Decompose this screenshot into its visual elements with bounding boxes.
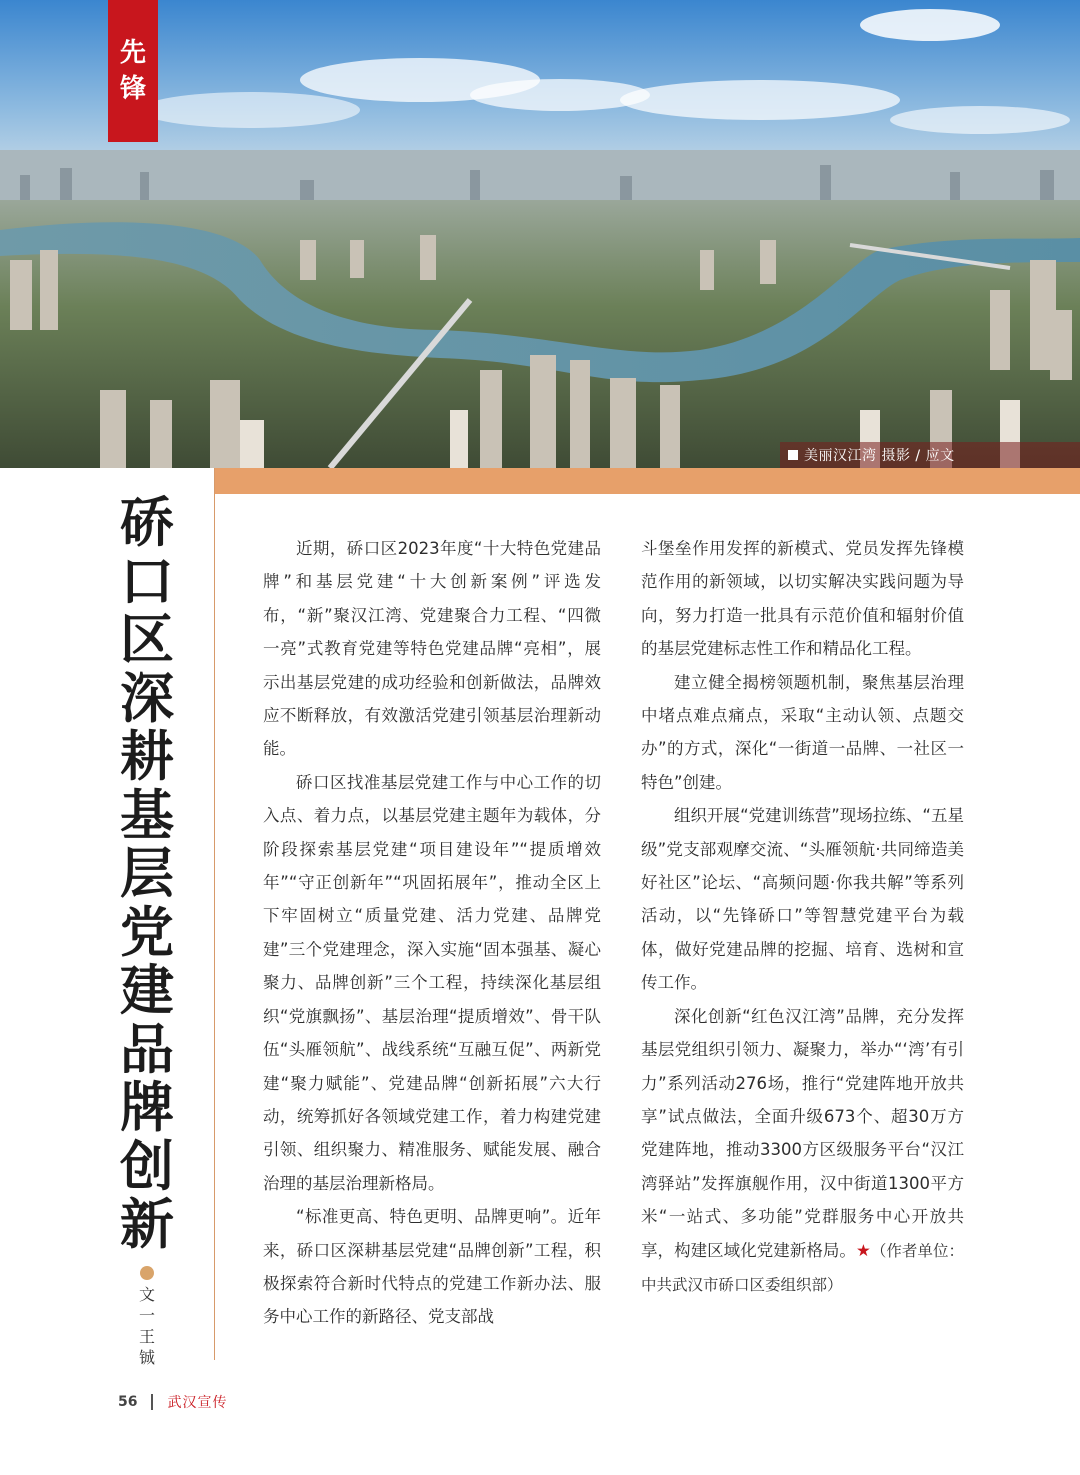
section-badge: [108, 0, 158, 142]
footer-separator: [151, 1394, 153, 1410]
title-char: 牌: [120, 1076, 174, 1139]
paragraph-text: 深化创新“红色汉江湾”品牌，充分发挥基层党组织引领力、凝聚力，举办“‘湾’有引力”系列活动276场，推行“党建阵地开放共享”试点做法，全面升级673个、超30万方党建阵地，推动3300方区级服务平台“汉江湾驿站”发挥旗舰作用，汉中街道1300平方米“一站式、多功能”党群服务中心开放共享，构建区域化党建新格局。: [641, 1006, 964, 1260]
body-column-right: [641, 532, 964, 1302]
hero-photo: [0, 0, 1080, 468]
byline-char: 铖: [138, 1348, 155, 1367]
byline-char: 一: [138, 1306, 155, 1325]
title-char: 区: [120, 608, 174, 671]
title-char: 层: [120, 842, 174, 905]
title-char: 创: [120, 1134, 174, 1198]
title-char: 深: [120, 666, 174, 730]
title-char: 硚: [120, 491, 174, 554]
page-number: 56: [118, 1394, 138, 1410]
photo-caption-text: 美丽汉江湾 摄影 / 应文: [804, 448, 955, 464]
dot-icon: [140, 1266, 154, 1280]
paragraph: 建立健全揭榜领题机制，聚焦基层治理中堵点难点痛点，采取“主动认领、点题交办”的方式，深化“一街道一品牌、一社区一特色”创建。: [641, 672, 964, 792]
paragraph: 近期，硚口区2023年度“十大特色党建品牌”和基层党建“十大创新案例”评选发布，“新”聚汉江湾、党建聚合力工程、“四微一亮”式教育党建等特色党建品牌“亮相”，展示出基层党建的成功经验和创新做法，品牌效应不断释放，有效激活党建引领基层治理新动能。: [263, 539, 601, 759]
paragraph: “标准更高、特色更明、品牌更响”。近年来，硚口区深耕基层党建“品牌创新”工程，积极探索符合新时代特点的党建工作新办法、服务中心工作的新路径、党支部战: [263, 1207, 601, 1327]
star-icon: ★: [855, 1240, 871, 1260]
square-bullet-icon: [788, 450, 798, 460]
author-note: （作者单位：中共武汉市硚口区委组织部）: [641, 1241, 965, 1294]
article-title: [112, 491, 182, 1256]
body-column-left: [263, 532, 601, 1334]
title-char: 新: [120, 1193, 174, 1256]
orange-divider-band: [214, 468, 1080, 494]
title-char: 耕: [120, 725, 174, 788]
city-river-illustration: [0, 0, 1080, 468]
title-char: 基: [120, 783, 174, 847]
photo-caption: [780, 442, 1080, 468]
title-char: 品: [120, 1017, 174, 1081]
byline-char: 王: [138, 1327, 155, 1346]
paragraph: 组织开展“党建训练营”现场拉练、“五星级”党支部观摩交流、“头雁领航·共同缔造美好社区”论坛、“高频问题·你我共解”等系列活动，以“先锋硚口”等智慧党建平台为载体，做好党建品牌的挖掘、培育、选树和宣传工作。: [641, 806, 964, 993]
title-char: 党: [120, 900, 174, 964]
paragraph: 硚口区找准基层党建工作与中心工作的切入点、着力点，以基层党建主题年为载体，分阶段探索基层党建“项目建设年”“提质增效年”“守正创新年”“巩固拓展年”，推动全区上下牢固树立“质量党建、活力党建、品牌党建”三个党建理念，深入实施“固本强基、凝心聚力、品牌创新”三个工程，持续深化基层组织“党旗飘扬”、基层治理“提质增效”、骨干队伍“头雁领航”、战线系统“互融互促”、两新党建“聚力赋能”、党建品牌“创新拓展”六大行动，统筹抓好各领域党建工作，着力构建党建引领、组织聚力、精准服务、赋能发展、融合治理的基层治理新格局。: [263, 772, 601, 1193]
badge-char: 锋: [119, 74, 146, 104]
magazine-name: 武汉宣传: [167, 1395, 228, 1411]
paragraph: 斗堡垒作用发挥的新模式、党员发挥先锋模范作用的新领域，以切实解决实践问题为导向，努力打造一批具有示范价值和辐射价值的基层党建标志性工作和精品化工程。: [641, 539, 964, 659]
byline: [136, 1266, 158, 1368]
vertical-divider: [214, 468, 215, 1360]
title-char: 建: [120, 959, 174, 1022]
paragraph-last: [641, 1000, 964, 1303]
byline-char: 文: [138, 1285, 155, 1304]
title-char: 口: [120, 549, 174, 613]
badge-char: 先: [119, 38, 146, 68]
page-footer: [118, 1392, 227, 1412]
